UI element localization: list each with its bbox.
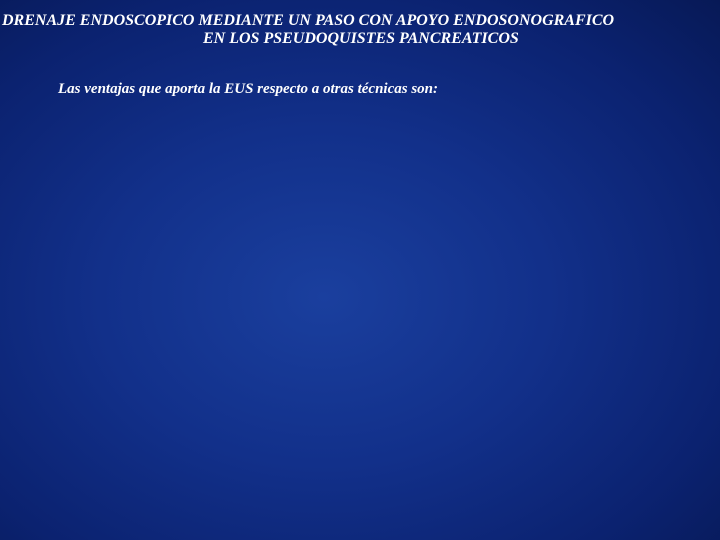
intro-text: Las ventajas que aporta la EUS respecto a otras técnicas son: [58, 81, 439, 97]
slide-title-line-1: DRENAJE ENDOSCOPICO MEDIANTE UN PASO CON APOYO ENDOSONOGRAFICO [2, 12, 615, 29]
slide-title-line-2: EN LOS PSEUDOQUISTES PANCREATICOS [203, 30, 519, 47]
slide-title [0, 12, 720, 48]
